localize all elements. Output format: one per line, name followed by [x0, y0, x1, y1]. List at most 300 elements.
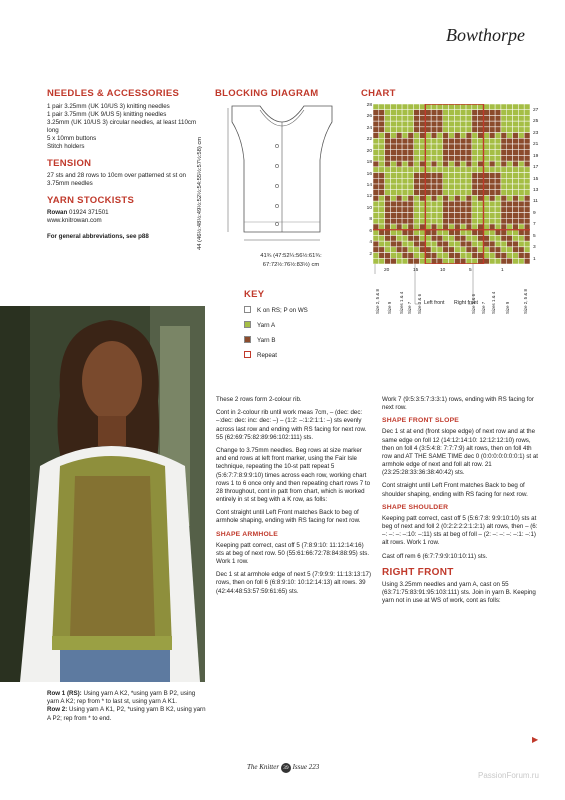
chart-cell [402, 213, 408, 219]
chart-cell [489, 161, 495, 167]
chart-cell [390, 121, 396, 127]
chart-cell [385, 184, 391, 190]
chart-cell [443, 190, 449, 196]
chart-cell [385, 218, 391, 224]
chart-cell [373, 150, 379, 156]
chart-cell [518, 138, 524, 144]
chart-cell [513, 184, 519, 190]
chart-cell [420, 230, 426, 236]
chart-cell [460, 127, 466, 133]
chart-cell [437, 150, 443, 156]
abbrev-note: For general abbreviations, see p88 [47, 233, 149, 241]
chart-cell [449, 230, 455, 236]
chart-cell [460, 138, 466, 144]
chart-cell [437, 230, 443, 236]
chart-cell [443, 213, 449, 219]
chart-cell [449, 127, 455, 133]
chart-cell [513, 195, 519, 201]
chart-cell [518, 144, 524, 150]
chart-cell [489, 195, 495, 201]
chart-cell [478, 201, 484, 207]
chart-cell [379, 224, 385, 230]
chart-cell [478, 144, 484, 150]
chart-cell [443, 247, 449, 253]
chart-cell [513, 144, 519, 150]
chart-cell [472, 184, 478, 190]
chart-cell [454, 190, 460, 196]
chart-cell [408, 167, 414, 173]
chart-cell [518, 104, 524, 110]
chart-cell [472, 235, 478, 241]
chart-cell [396, 155, 402, 161]
chart-cell [385, 155, 391, 161]
chart-cell [489, 218, 495, 224]
chart-cell [483, 133, 489, 139]
col2-p6: Dec 1 st at armhole edge of next 5 (7:9:9:9: 11:13:13:17) rows, then on foll 6 (6:8:9:10: 10:12:14:13) alt rows. 39 (42:44:48:53:57:59:61:65) sts. [216, 571, 372, 595]
chart-cell [431, 161, 437, 167]
chart-cell [414, 247, 420, 253]
chart-cell [396, 224, 402, 230]
chart-cell [460, 247, 466, 253]
chart-cell [420, 127, 426, 133]
chart-cell [396, 235, 402, 241]
chart-cell [390, 247, 396, 253]
chart-cell [483, 224, 489, 230]
chart-cell [483, 253, 489, 259]
chart-cell [385, 133, 391, 139]
chart-cell [431, 110, 437, 116]
chart-cell [478, 241, 484, 247]
chart-cell [460, 150, 466, 156]
chart-cell [454, 167, 460, 173]
chart-size-label: Size 7 [407, 301, 412, 314]
chart-cell [478, 161, 484, 167]
chart-cell [373, 235, 379, 241]
chart-cell [437, 104, 443, 110]
chart-cell [414, 218, 420, 224]
chart-cell [524, 127, 530, 133]
chart-cell [518, 195, 524, 201]
needles-item: 5 x 10mm buttons [47, 135, 97, 143]
chart-cell [489, 247, 495, 253]
shape-shoulder-heading: SHAPE SHOULDER [382, 503, 449, 511]
chart-size-label: Size 7 [481, 301, 486, 314]
chart-row-label: 13 [533, 188, 539, 193]
key-section [244, 289, 308, 360]
chart-cell [425, 127, 431, 133]
footer [247, 763, 319, 773]
chart-cell [420, 213, 426, 219]
chart-cell [513, 207, 519, 213]
chart-cell [408, 235, 414, 241]
chart-cell [513, 224, 519, 230]
chart-cell [495, 230, 501, 236]
chart-cell [385, 230, 391, 236]
chart-cell [443, 155, 449, 161]
chart-cell [385, 207, 391, 213]
chart-cell [483, 121, 489, 127]
chart-cell [390, 218, 396, 224]
chart-cell [472, 133, 478, 139]
chart-cell [373, 253, 379, 259]
chart-cell [460, 230, 466, 236]
chart-cell [443, 138, 449, 144]
chart-cell [507, 144, 513, 150]
chart-cell [431, 224, 437, 230]
yarn-phone: 01924 371501 [67, 209, 109, 217]
chart-cell [449, 253, 455, 259]
chart-cell [437, 247, 443, 253]
chart-cell [524, 184, 530, 190]
chart-cell [495, 247, 501, 253]
chart-cell [373, 201, 379, 207]
chart-cell [507, 104, 513, 110]
needles-item: 1 pair 3.25mm (UK 10/US 3) knitting needles [47, 102, 170, 110]
chart-cell [390, 201, 396, 207]
chart-cell [524, 173, 530, 179]
chart-cell [489, 235, 495, 241]
chart-cell [437, 184, 443, 190]
chart-cell [431, 241, 437, 247]
chart-cell [425, 144, 431, 150]
chart-cell [466, 127, 472, 133]
chart-cell [466, 207, 472, 213]
chart-cell [501, 190, 507, 196]
chart-cell [478, 104, 484, 110]
chart-row-label: 21 [533, 142, 539, 148]
blocking-diagram [210, 100, 355, 270]
chart-cell [379, 150, 385, 156]
chart-cell [454, 224, 460, 230]
chart-cell [379, 144, 385, 150]
chart-cell [420, 178, 426, 184]
chart-cell [524, 110, 530, 116]
chart-cell [431, 121, 437, 127]
chart-cell [478, 178, 484, 184]
chart-cell [501, 167, 507, 173]
chart-cell [507, 121, 513, 127]
chart-cell [449, 115, 455, 121]
chart-cell [495, 190, 501, 196]
chart-cell [431, 253, 437, 259]
chart-cell [466, 178, 472, 184]
chart-cell [460, 201, 466, 207]
chart-cell [489, 224, 495, 230]
chart-cell [425, 241, 431, 247]
chart-cell [501, 138, 507, 144]
chart-cell [472, 167, 478, 173]
chart-cell [478, 155, 484, 161]
chart-cell [524, 241, 530, 247]
chart-cell [431, 173, 437, 179]
chart-cell [396, 144, 402, 150]
chart-cell [489, 144, 495, 150]
chart-cell [379, 201, 385, 207]
chart-cell [483, 235, 489, 241]
chart-cell [408, 155, 414, 161]
chart-cell [513, 178, 519, 184]
chart-cell [402, 190, 408, 196]
chart-cell [449, 167, 455, 173]
chart-cell [454, 207, 460, 213]
chart-cell [454, 173, 460, 179]
chart-cell [425, 201, 431, 207]
key-heading: KEY [244, 289, 265, 300]
chart-cell [420, 133, 426, 139]
chart-cell [408, 115, 414, 121]
chart-cell [478, 190, 484, 196]
chart-cell [437, 235, 443, 241]
chart-cell [449, 218, 455, 224]
chart-cell [495, 144, 501, 150]
chart-cell [414, 178, 420, 184]
chart-cell [431, 218, 437, 224]
col2-p4: Cont straight until Left Front matches Back to beg of armhole shaping, ending with RS facing for next row. [216, 509, 361, 525]
chart-cell [489, 178, 495, 184]
chart-cell [454, 138, 460, 144]
chart-cell [443, 161, 449, 167]
chart-size-label: Size 9 [387, 301, 392, 314]
chart-cell [466, 253, 472, 259]
col2-p1: These 2 rows form 2-colour rib. [216, 396, 302, 403]
chart-cell [443, 133, 449, 139]
chart-cell [408, 127, 414, 133]
chart-cell [420, 207, 426, 213]
chart-cell [408, 253, 414, 259]
chart-cell [483, 155, 489, 161]
chart-cell [437, 167, 443, 173]
chart-cell [483, 167, 489, 173]
chart-cell [449, 161, 455, 167]
chart-cell [524, 253, 530, 259]
chart-cell [379, 241, 385, 247]
chart-row-label: 5 [533, 233, 536, 239]
chart-cell [443, 173, 449, 179]
chart-cell [420, 195, 426, 201]
chart-cell [478, 115, 484, 121]
chart-cell [501, 115, 507, 121]
chart-cell [501, 121, 507, 127]
chart-cell [408, 207, 414, 213]
chart-cell [507, 161, 513, 167]
chart-cell [507, 218, 513, 224]
chart-cell [390, 133, 396, 139]
chart-cell [507, 184, 513, 190]
chart-cell [373, 230, 379, 236]
chart-cell [507, 230, 513, 236]
chart-cell [513, 247, 519, 253]
chart-cell [478, 224, 484, 230]
chart-cell [396, 230, 402, 236]
chart-cell [454, 178, 460, 184]
chart-cell [385, 247, 391, 253]
chart-cell [425, 178, 431, 184]
chart-row-label: 10 [366, 205, 372, 211]
chart-cell [425, 247, 431, 253]
chart-cell [489, 230, 495, 236]
chart-cell [431, 115, 437, 121]
chart-cell [420, 190, 426, 196]
chart-cell [507, 201, 513, 207]
chart-cell [420, 218, 426, 224]
chart-cell [495, 241, 501, 247]
chart-cell [518, 190, 524, 196]
chart-cell [460, 178, 466, 184]
chart-cell [507, 247, 513, 253]
col3-p3: Cont straight until Left Front matches Back to beg of shoulder shaping, ending with RS facing for next row. [382, 482, 528, 498]
chart-cell [414, 173, 420, 179]
chart-cell [454, 213, 460, 219]
chart-cell [460, 207, 466, 213]
chart-cell [443, 235, 449, 241]
chart-cell [460, 184, 466, 190]
chart-cell [466, 241, 472, 247]
chart-cell [495, 121, 501, 127]
chart-cell [513, 127, 519, 133]
chart-cell [483, 241, 489, 247]
chart-cell [483, 195, 489, 201]
chart-cell [524, 190, 530, 196]
chart-cell [454, 195, 460, 201]
chart-cell [495, 195, 501, 201]
chart-cell [431, 127, 437, 133]
chart-row-label: 14 [366, 183, 372, 188]
col2-p5: Keeping patt correct, cast off 5 (7:8:9:10: 11:12:14:16) sts at beg of next row. 50 (55:61:66:72:78:84:88:95) sts. Work 1 row. [216, 541, 370, 565]
chart-cell [507, 173, 513, 179]
chart-cell [466, 190, 472, 196]
chart-cell [495, 161, 501, 167]
chart-cell [396, 104, 402, 110]
key-item: Repeat [244, 351, 308, 360]
chart-cell [449, 150, 455, 156]
chart-cell [483, 110, 489, 116]
chart-cell [396, 150, 402, 156]
chart-cell [373, 155, 379, 161]
chart-cell [373, 207, 379, 213]
chart-cell [443, 144, 449, 150]
chart-cell [466, 247, 472, 253]
chart-cell [437, 144, 443, 150]
chart-cell [385, 235, 391, 241]
chart-cell [449, 138, 455, 144]
chart-cell [425, 150, 431, 156]
chart-cell [373, 104, 379, 110]
chart-cell [466, 115, 472, 121]
chart-cell [518, 230, 524, 236]
chart-cell [402, 115, 408, 121]
chart-cell [414, 190, 420, 196]
chart-row-label: 17 [533, 165, 539, 171]
chart-cell [385, 213, 391, 219]
chart-cell [518, 213, 524, 219]
chart-cell [437, 138, 443, 144]
chart-cell [390, 195, 396, 201]
chart-cell [425, 213, 431, 219]
chart-cell [501, 201, 507, 207]
chart-cell [449, 235, 455, 241]
col2-p3: Change to 3.75mm needles. Beg rows at size marker and end rows at left front marker, using the Fair Isle technique, repeating the 10-st patt repeat 5 (5:6:7:7:8:9:9:10) times across each row, working chart rows 1 to 6 once only and then repeating chart rows 7 to 28 throughout, cont in patt from chart, which is worked entirely in st st beg with a K row, as folls: [216, 446, 371, 504]
yarn-web[interactable]: www.knitrowan.com [47, 217, 102, 225]
footer-page-number: 39 [281, 763, 291, 773]
chart-row-label: 15 [533, 176, 539, 182]
chart-cell [420, 121, 426, 127]
chart-cell [408, 161, 414, 167]
chart-cell [524, 121, 530, 127]
chart-cell [478, 167, 484, 173]
chart-cell [495, 184, 501, 190]
chart-cell [420, 110, 426, 116]
chart-cell [385, 110, 391, 116]
chart-cell [385, 121, 391, 127]
chart-cell [385, 150, 391, 156]
chart-cell [483, 150, 489, 156]
chart-cell [472, 115, 478, 121]
chart-cell [472, 150, 478, 156]
chart-col-number: 15 [413, 268, 419, 273]
chart-cell [495, 138, 501, 144]
chart-cell [431, 213, 437, 219]
chart-cell [513, 190, 519, 196]
model-photo [0, 306, 205, 682]
chart-cell [495, 167, 501, 173]
chart-cell [390, 207, 396, 213]
chart-cell [385, 178, 391, 184]
chart-cell [414, 150, 420, 156]
chart-cell [449, 184, 455, 190]
chart-cell [495, 178, 501, 184]
chart-cell [443, 241, 449, 247]
chart-cell [402, 178, 408, 184]
chart-size-label: Size 3 & 6 [417, 293, 422, 314]
chart-cell [524, 201, 530, 207]
chart-cell [390, 167, 396, 173]
chart-cell [431, 150, 437, 156]
chart-cell [396, 178, 402, 184]
chart-cell [518, 121, 524, 127]
chart-cell [373, 184, 379, 190]
chart-cell [483, 144, 489, 150]
chart-cell [449, 121, 455, 127]
chart-cell [390, 104, 396, 110]
chart-cell [524, 230, 530, 236]
chart-row-label: 27 [533, 108, 539, 113]
chart-cell [495, 213, 501, 219]
chart-cell [385, 138, 391, 144]
chart-cell [402, 201, 408, 207]
chart-heading: CHART [361, 88, 396, 99]
chart-cell [396, 138, 402, 144]
chart-cell [390, 115, 396, 121]
chart-cell [489, 253, 495, 259]
chart-cell [425, 167, 431, 173]
chart-cell [489, 138, 495, 144]
chart-cell [472, 241, 478, 247]
chart-cell [460, 195, 466, 201]
chart-cell [489, 110, 495, 116]
chart-cell [507, 178, 513, 184]
chart-cell [402, 230, 408, 236]
chart-cell [449, 241, 455, 247]
chart-cell [437, 201, 443, 207]
chart-cell [385, 253, 391, 259]
yarn-heading: YARN STOCKISTS [47, 194, 135, 206]
chart-cell [437, 133, 443, 139]
key-item: Yarn B [244, 336, 308, 345]
chart-cell [408, 247, 414, 253]
chart-cell [396, 167, 402, 173]
chart-cell [373, 121, 379, 127]
rib-rows [47, 690, 207, 723]
